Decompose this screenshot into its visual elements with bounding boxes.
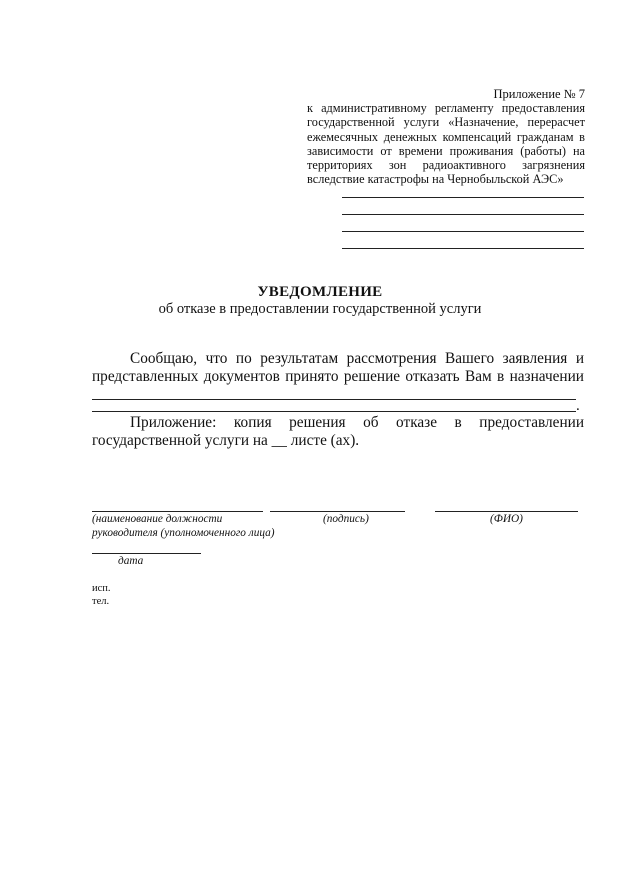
position-line (92, 511, 263, 512)
recipient-line-2 (342, 214, 584, 215)
executor-label: исп. (92, 583, 111, 594)
reason-line-2 (92, 411, 576, 412)
reason-line-1 (92, 399, 576, 400)
date-caption: дата (118, 555, 144, 567)
signature-line (270, 511, 405, 512)
recipient-line-1 (342, 197, 584, 198)
signature-caption: (подпись) (323, 513, 369, 525)
document-title: УВЕДОМЛЕНИЕ (257, 284, 383, 300)
attachment-paragraph (92, 414, 584, 449)
appendix-title: Приложение № 7 (493, 87, 585, 101)
fio-caption: (ФИО) (490, 513, 523, 525)
recipient-line-3 (342, 231, 584, 232)
position-caption-2: руководителя (уполномоченного лица) (92, 527, 275, 539)
attachment-line-2: государственной услуги на __ листе (ах). (92, 431, 360, 449)
date-line (92, 553, 201, 554)
phone-label: тел. (92, 596, 110, 607)
recipient-line-4 (342, 248, 584, 249)
position-caption-1: (наименование должности (92, 513, 223, 525)
reason-period: . (576, 398, 580, 414)
fio-line (435, 511, 578, 512)
document-subtitle: об отказе в предоставлении государственной услуги (158, 301, 482, 317)
attachment-line-1: Приложение: копия решения об отказе в предоставлении (130, 414, 584, 431)
notification-paragraph: Сообщаю, что по результатам рассмотрения Вашего заявления и представленных документов принято решение отказать Вам в назначении (92, 350, 584, 385)
appendix-text: к административному регламенту предоставления государственной услуги «Назначение, перерасчет ежемесячных денежных компенсаций гражданам в зависимости от времени проживания (работы) на территориях зон радиоактивного загрязнения вследствие катастрофы на Чернобыльской АЭС» (307, 101, 585, 187)
